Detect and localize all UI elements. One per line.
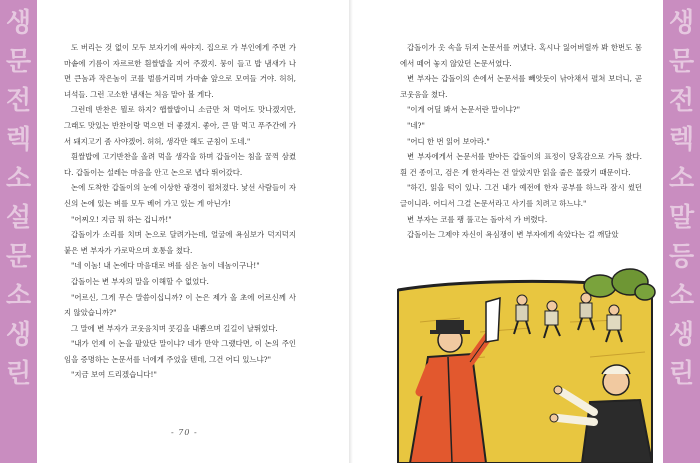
border-glyph: 등: [668, 242, 695, 272]
border-glyph: 문: [5, 47, 32, 77]
border-glyph: 생: [668, 320, 695, 350]
paragraph: 갑돌이는 변 부자의 말을 이해할 수 없었다.: [71, 276, 209, 286]
border-glyph: 소: [668, 281, 695, 311]
left-page-body: [64, 40, 296, 383]
paragraph: "어디 한 번 읽어 보아라.": [407, 136, 490, 146]
paragraph: 갑돌이가 옷 속을 뒤져 논문서를 꺼냈다. 혹시나 잃어버릴까 봐 한번도 몸에서 떼어 놓지 않았던 논문서였다.: [400, 43, 642, 68]
border-glyph: 문: [5, 242, 32, 272]
paragraph: "어찌오! 지금 뭐 하는 겁니까!": [71, 214, 172, 224]
left-border-glyphs: [3, 4, 34, 394]
left-decorative-border: [0, 0, 37, 463]
story-illustration: [390, 262, 660, 463]
paragraph: "하긴, 읽을 턱이 있나. 그건 내가 예전에 한자 공부를 하느라 잠시 썼던 글이니라. 어디서 그걸 논문서라고 사기를 치려고 하느냐.": [400, 183, 642, 208]
paragraph: "이게 어딜 봐서 논문서란 말이냐?": [407, 105, 520, 115]
border-glyph: 소: [5, 164, 32, 194]
paragraph: 흰쌀밥에 고기반찬을 올려 먹을 생각을 하며 갑돌이는 침을 꿀꺽 삼켰다. 갑돌이는 설레는 마음을 안고 논으로 냅다 뛰어갔다.: [64, 152, 296, 177]
border-glyph: 렉: [5, 125, 32, 155]
paragraph: 도 버리는 것 없이 모두 보자기에 싸야지. 집으로 가 부인에게 주면 가마솥에 기름이 자르르한 흰쌀밥을 지어 주겠지. 뭉이 들고 밥 냄새가 나면 큰놈과 작은놈이 코를 벌름거리며 가마솥 앞으로 모여들 거야. 허허, 녀석들. 그런 고소한 냄새는 처음 맡아 볼 게다.: [64, 43, 296, 99]
paragraph: "어르신, 그게 무슨 말씀이십니까? 이 논은 제가 올 초에 어르신께 사지 않았습니까?": [64, 292, 296, 318]
paragraph: 갑돌이는 그제야 자신이 욕심쟁이 변 부자에게 속았다는 걸 깨달았: [407, 230, 619, 240]
paragraph: "네 이놈! 내 논에다 마음대로 벼를 심은 놈이 네놈이구나!": [71, 261, 260, 271]
paragraph: 그 말에 변 부자가 코웃음치며 콧김을 내뿜으며 길길이 날뛰었다.: [71, 323, 278, 333]
paragraph: 변 부자에게서 논문서를 받아든 갑돌이의 표정이 당혹감으로 가득 찼다. 흰 건 종이고, 검은 게 한자라는 건 알았지만 읽을 줄은 몰랐기 때문이다.: [400, 152, 642, 177]
paragraph: "지금 보여 드리겠습니다!": [71, 370, 157, 380]
border-glyph: 생: [668, 8, 695, 38]
border-glyph: 소: [5, 281, 32, 311]
paragraph: "내가 언제 이 논을 팔았단 말이냐? 네가 만약 그랬다면, 이 논의 주인임을 증명하는 논문서를 너에게 주었을 텐데, 그건 어디 있느냐?": [64, 339, 296, 364]
paragraph: 변 부자는 코를 팽 풀고는 돌아서 가 버렸다.: [407, 214, 548, 224]
border-glyph: 전: [5, 86, 32, 116]
paragraph: 논에 도착한 갑돌이의 눈에 이상한 광경이 펼쳐졌다. 낯선 사람들이 자신의 논에 있는 벼를 모두 베어 가고 있는 게 아닌가!: [64, 183, 296, 208]
border-glyph: 소: [668, 164, 695, 194]
border-glyph: 생: [5, 8, 32, 38]
paragraph: 그런데 반찬은 뭘로 하지? 햅쌀밥이니 소금만 쳐 먹어도 맛나겠지만, 그래도 맛있는 반찬이랑 먹으면 더 좋겠지. 좋아, 큰 맘 먹고 푸주간에 가서 돼지고기 좀 사야겠어. 허허, 생각만 해도 군침이 도네.": [64, 105, 296, 146]
border-glyph: 문: [668, 47, 695, 77]
paragraph: 변 부자는 갑돌이의 손에서 논문서를 빼앗듯이 낚아채서 펼쳐 보더니, 곧 코웃음을 쳤다.: [400, 74, 642, 99]
border-glyph: 린: [5, 359, 32, 389]
border-glyph: 말: [668, 203, 695, 233]
page-number: - 70 -: [171, 428, 198, 437]
land-document: [486, 298, 500, 342]
paragraph: 갑돌이가 소리를 치며 논으로 달려가는데, 얼굴에 욕심보가 덕지덕지 붙은 변 부자가 가로막으며 호통을 쳤다.: [64, 230, 296, 255]
border-glyph: 전: [668, 86, 695, 116]
border-glyph: 생: [5, 320, 32, 350]
right-decorative-border: [663, 0, 700, 463]
border-glyph: 린: [668, 359, 695, 389]
right-page-body: [400, 40, 642, 243]
book-gutter: [349, 0, 353, 463]
paragraph: "네?": [407, 120, 425, 130]
border-glyph: 설: [5, 203, 32, 233]
right-border-glyphs: [666, 4, 697, 394]
border-glyph: 렉: [668, 125, 695, 155]
